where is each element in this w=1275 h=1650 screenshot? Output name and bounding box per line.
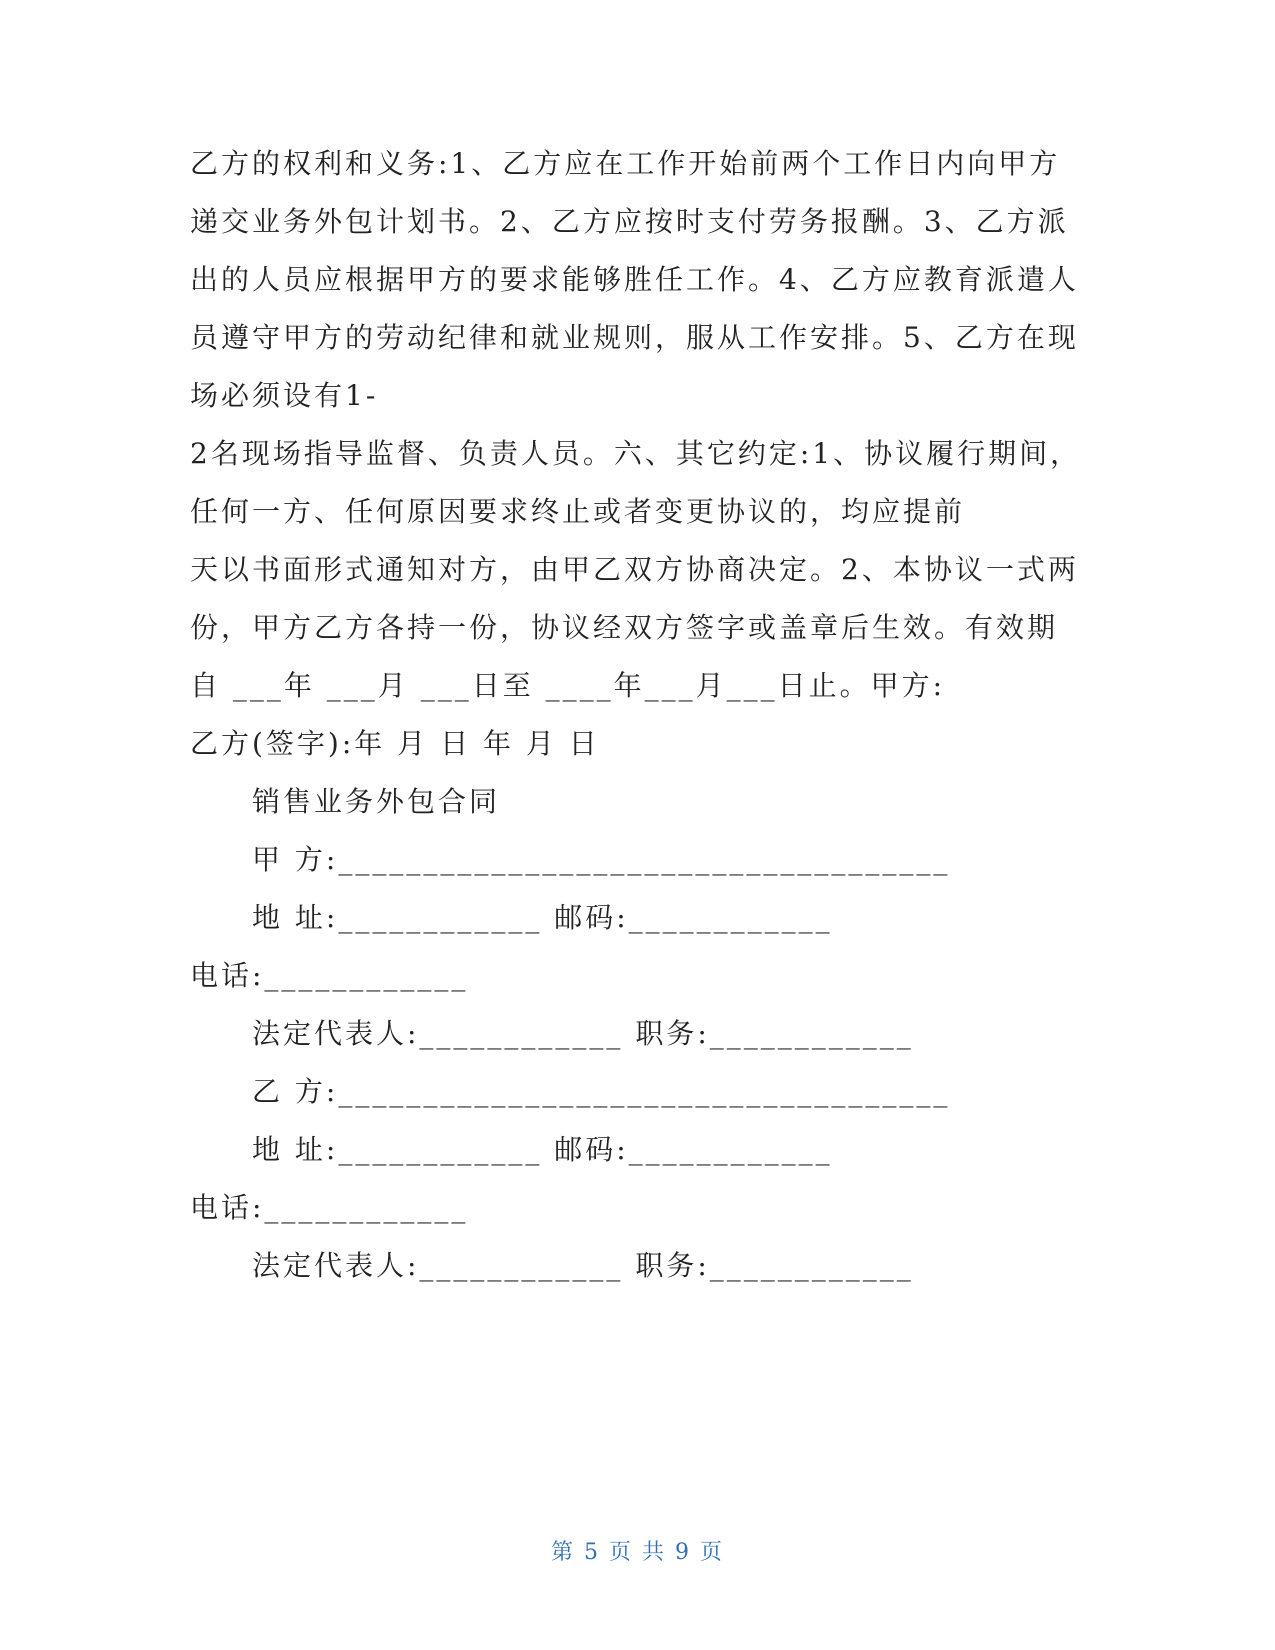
- party-a-legal-rep-field: 法定代表人:____________ 职务:____________: [252, 1017, 914, 1050]
- body-line-3: 出的人员应根据甲方的要求能够胜任工作。4、乙方应教育派遣人: [190, 263, 1079, 296]
- party-b-phone-field: 电话:____________: [190, 1191, 469, 1224]
- party-a-phone-field: 电话:____________: [190, 959, 469, 992]
- body-line-10: 自 ___年 ___月 ___日至 ____年___月___日止。甲方:: [190, 669, 946, 702]
- body-line-5: 场必须设有1-: [190, 379, 379, 412]
- body-line-2: 递交业务外包计划书。2、乙方应按时支付劳务报酬。3、乙方派: [190, 205, 1069, 238]
- party-b-field: 乙 方:____________________________________: [252, 1075, 951, 1108]
- party-a-field: 甲 方:____________________________________: [252, 843, 951, 876]
- page-number-footer: 第 5 页 共 9 页: [551, 1540, 724, 1565]
- contract-title: 销售业务外包合同: [252, 785, 501, 818]
- body-line-1: 乙方的权利和义务:1、乙方应在工作开始前两个工作日内向甲方: [190, 147, 1061, 180]
- body-line-9: 份，甲方乙方各持一份，协议经双方签字或盖章后生效。有效期: [190, 611, 1059, 644]
- party-a-address-field: 地 址:____________ 邮码:____________: [252, 901, 833, 934]
- body-line-6: 2名现场指导监督、负责人员。六、其它约定:1、协议履行期间，: [190, 437, 1082, 470]
- party-b-legal-rep-field: 法定代表人:____________ 职务:____________: [252, 1249, 914, 1282]
- body-line-7: 任何一方、任何原因要求终止或者变更协议的，均应提前: [190, 495, 966, 528]
- body-line-11: 乙方(签字):年 月 日 年 月 日: [190, 727, 600, 760]
- body-line-8: 天以书面形式通知对方，由甲乙双方协商决定。2、本协议一式两: [190, 553, 1079, 586]
- party-b-address-field: 地 址:____________ 邮码:____________: [252, 1133, 833, 1166]
- body-line-4: 员遵守甲方的劳动纪律和就业规则，服从工作安排。5、乙方在现: [190, 321, 1079, 354]
